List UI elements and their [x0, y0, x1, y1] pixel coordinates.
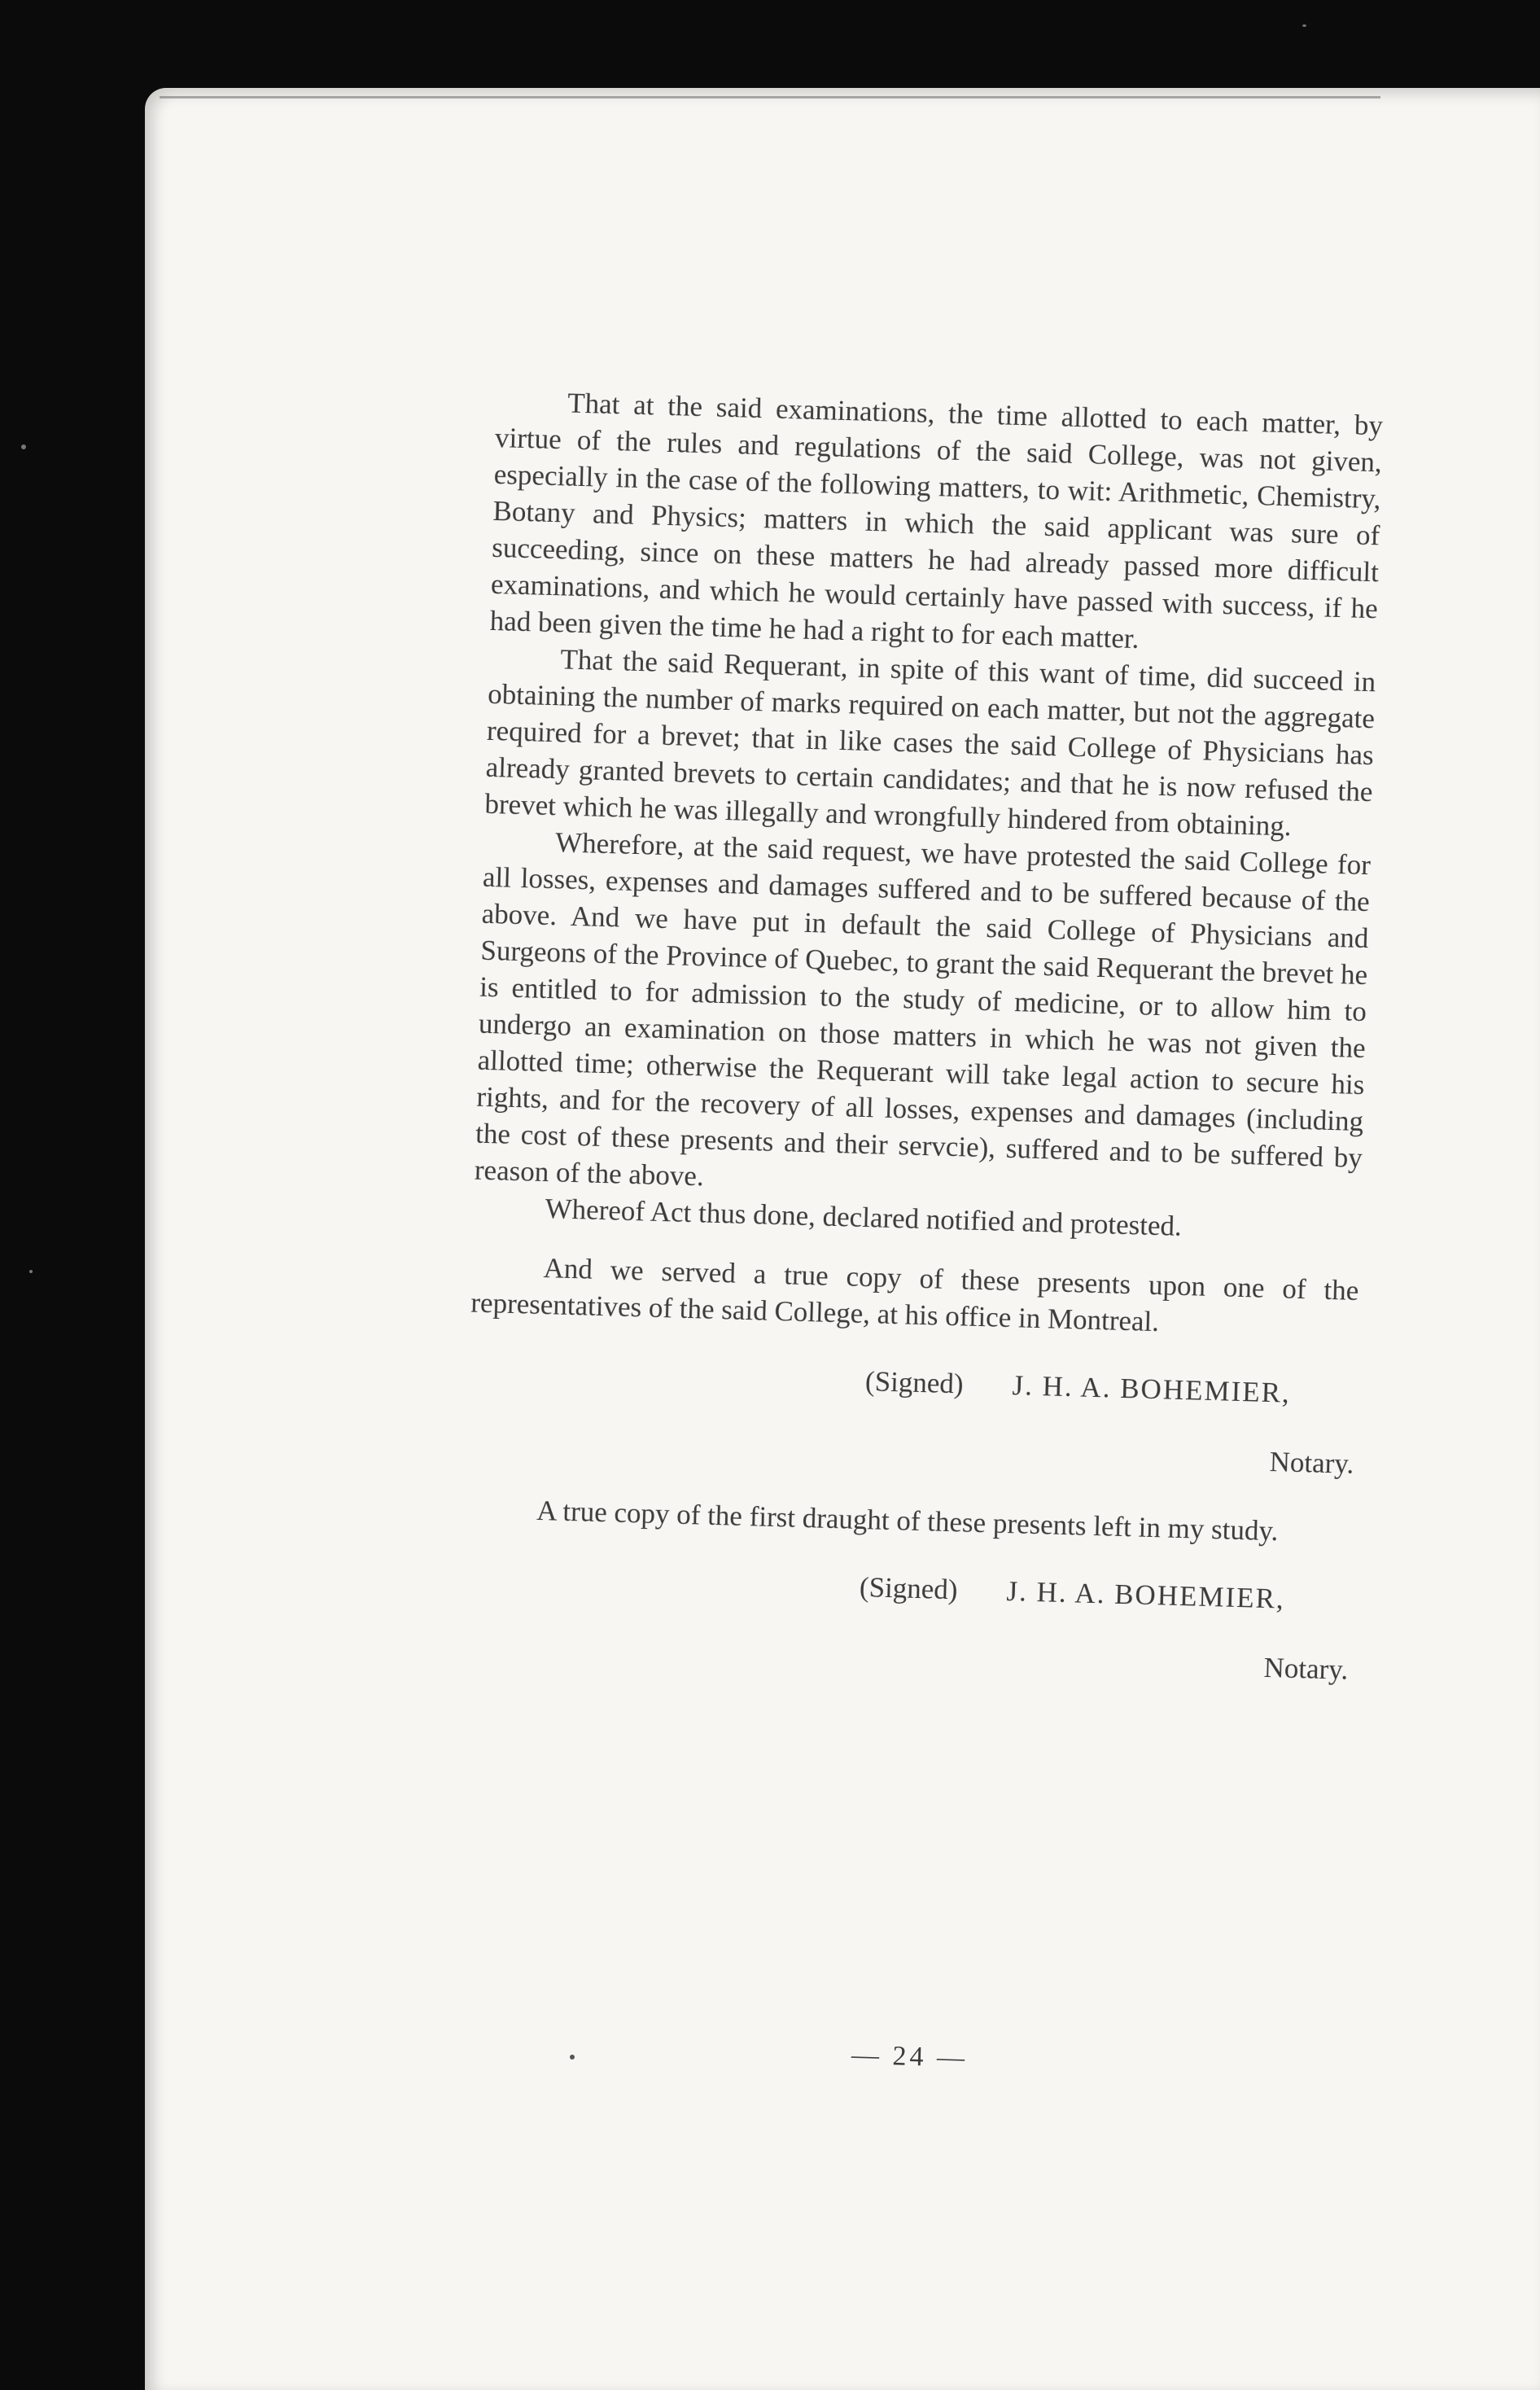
- paragraph-act-done: Whereof Act thus done, declared notified and protested.: [545, 1193, 1183, 1242]
- signature-title: Notary.: [1263, 1651, 1349, 1686]
- signature-block-2: [462, 1557, 1350, 1618]
- signature-name: J. H. A. BOHEMIER,: [1005, 1575, 1286, 1615]
- page-edge-shadow: [160, 96, 1380, 103]
- signature-name: J. H. A. BOHEMIER,: [1012, 1369, 1292, 1409]
- scan-speck: [29, 1270, 33, 1273]
- page-number: — 24 —: [851, 2040, 969, 2073]
- scan-speck: [570, 2055, 575, 2060]
- paragraph-requerant-marks: That the said Requerant, in spite of this want of time, did succeed in obtaining the number of marks required on each matter, but not the aggregate required for a brevet; that in like cases the said College of Physicians has already granted brevets to certain candidates; and that he is now refused the brevet which he was illegally and wrongfully hindered from obtaining.: [484, 643, 1376, 843]
- signed-label: (Signed): [864, 1365, 965, 1400]
- scan-speck: [1302, 24, 1306, 27]
- paragraph-time-allotted: That at the said examinations, the time allotted to each matter, by virtue of the rules and regulations of the said College, was not given, especially in the case of the following matters, to wit: Arithmetic, Chemistry, Botany and Physics; matters in which the said applicant was sure of succeeding, since on these matters he had already passed more difficult examinations, and which he would certainly have passed with success, if he had been given the time he had a right to for each matter.: [489, 387, 1384, 655]
- copy-note: A true copy of the first draught of these presents left in my study.: [536, 1494, 1279, 1547]
- paragraph-wherefore-protest: Wherefore, at the said request, we have protested the said College for all losses, expenses and damages suffered and to be suffered because of the above. And we have put in default the said College of Physicians and Surgeons of the Province of Quebec, to grant the said Requerant the brevet he is entitled to for admission to the study of medicine, or to allow him to undergo an examination on those matters in which he was not given the allotted time; otherwise the Requerant will take legal action to secure his rights, and for the recovery of all losses, expenses and damages (including the cost of these presents and their servcie), suffered and to be suffered by reason of the above.: [474, 826, 1372, 1193]
- signature-title: Notary.: [1269, 1446, 1354, 1480]
- paragraph-served-copy: And we served a true copy of these presents upon one of the representatives of the said College, at his office in Montreal.: [470, 1252, 1359, 1338]
- signature-block-1: [468, 1352, 1356, 1413]
- scan-speck: [21, 444, 26, 449]
- signed-label: (Signed): [859, 1571, 959, 1606]
- document-body: [460, 383, 1384, 1721]
